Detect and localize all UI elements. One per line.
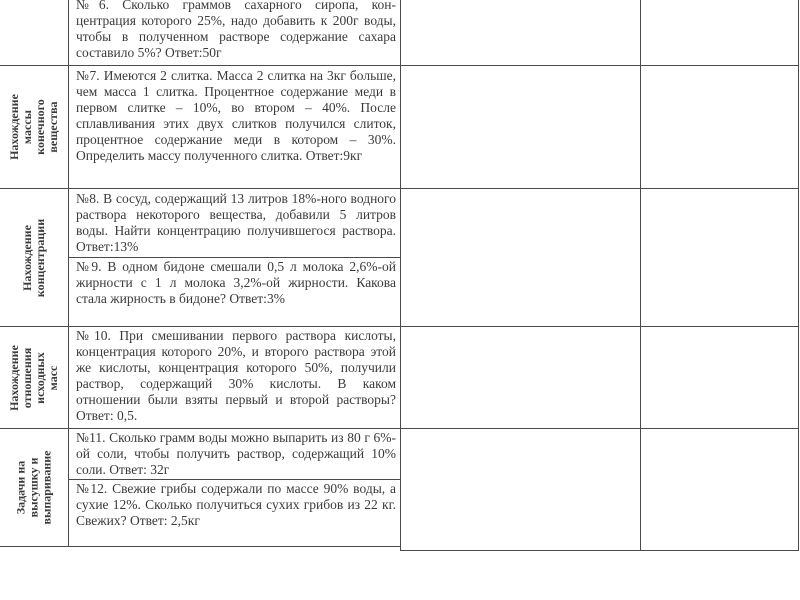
category-label: Задачи на высушку и выпаривание [13,450,54,525]
problem-text: №10. При смешивании первого раствора кислоты, концентрация которого 20%, и второго раствора этой же кислоты, концентрация которого 50%, получили раствор, содержащий 30% кислоты. В каком отношении были взяты первый и второй растворы? Ответ: 0,5. [76,328,396,423]
table-border [400,326,799,327]
table-border [400,550,799,551]
table-border [400,188,799,189]
problem-text: №11. Сколько грамм воды можно выпарить из 80 г 6%-ой соли, чтобы получить раствор, содержащий 10% соли. Ответ: 32г [76,430,396,477]
table-border [400,428,799,429]
problem-text: №12. Свежие грибы содержали по массе 90% воды, а сухие 12%. Сколько получиться сухих грибов из 22 кг. Свежих? Ответ: 2,5кг [76,481,396,528]
problem-text: №7. Имеются 2 слитка. Масса 2 слитка на 3кг больше, чем масса 1 слитка. Процентное содержание меди в первом слитке – 10%, во втором – 40%. После сплавливания этих двух слитков получился слиток, процентное содержание меди в котором – 30%. Определить массу полученного слитка. Ответ:9кг [76,68,396,163]
problem-text: №6. Сколько граммов сахарного сиропа, кон-центрация которого 25%, надо добавить к 200г воды, чтобы в полученном растворе содержание сахара составило 5%? Ответ:50г [76,0,396,60]
category-label: Нахождение концентрации [20,218,47,297]
category-cell [0,66,68,188]
category-cell [0,429,68,546]
table-border [0,546,400,547]
category-label: Нахождение отношения исходных масс [7,344,60,411]
table-border [68,257,400,258]
table-border [640,0,641,550]
category-cell [0,189,68,326]
table-border [68,479,400,480]
category-label: Нахождение массы конечного вещества [7,94,60,160]
table-border [68,0,69,546]
table-border [400,65,799,66]
category-cell [0,327,68,428]
table-border [400,0,401,550]
problem-text: №8. В сосуд, содержащий 13 литров 18%-ного водного раствора некоторого вещества, добавили 5 литров воды. Найти концентрацию получившегося раствора. Ответ:13% [76,191,396,254]
table-border [798,0,799,550]
problem-text: №9. В одном бидоне смешали 0,5 л молока 2,6%-ой жирности с 1 л молока 3,2%-ой жирности. Какова стала жирность в бидоне? Ответ:3% [76,259,396,306]
